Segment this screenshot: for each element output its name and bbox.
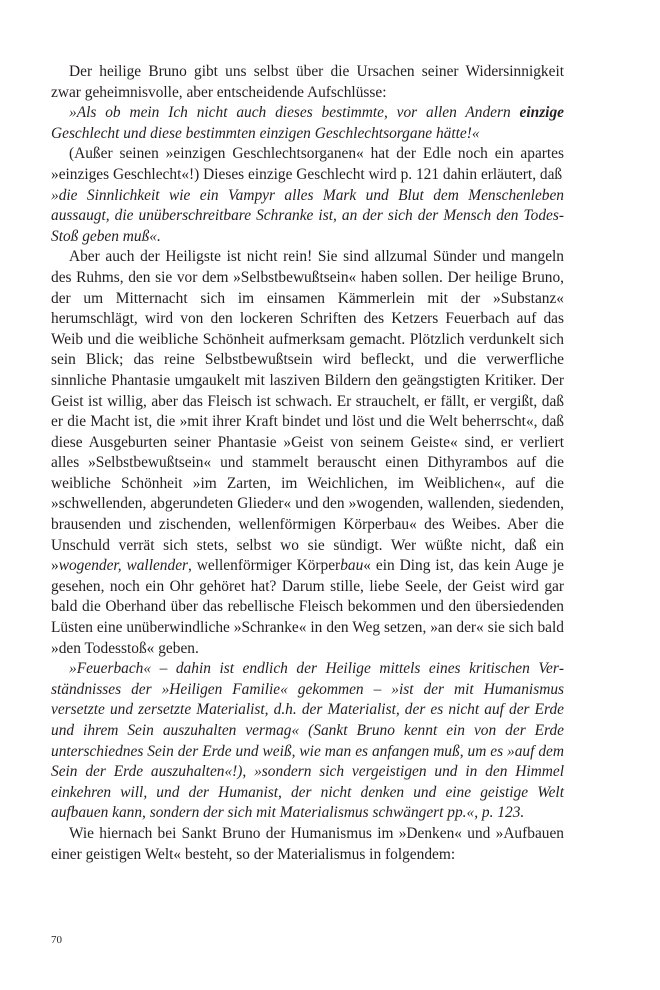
block-quote — [51, 186, 564, 248]
quote-text: Geschlecht und diese bestimmten einzigen Geschlechtsorgane hätte!« — [51, 124, 480, 142]
quote-text: »Als ob mein Ich nicht auch dieses bestimmte, vor allen Andern — [69, 104, 520, 122]
block-quote — [51, 103, 564, 144]
quote-text: »Feuerbach« – dahin ist endlich der Heilige mittels eines kritischen Verständnisses der »Heiligen Familie« gekommen – »ist der mit Humanismus versetzte und zersetzte Materialist, d.h. der Materialist, der es nicht auf der Erde und ihrem Sein auszuhalten vermag« (Sankt Bruno kennt ein von der Erde unterschiednes Sein der Erde und weiß, wie man es anfangen muß, um es »auf dem Sein der Erde auszuhalten«!), »sondern sich vergeistigen und in den Himmel einkehren will, und der Humanist, der nicht denken und eine geistige Welt aufbauen kann, sondern der sich mit Materialismus schwängert pp.«, p. 123. — [51, 660, 564, 822]
paragraph-text: , wellenförmiger Körper — [188, 557, 341, 575]
emphasis-text: einzige — [519, 104, 564, 122]
paragraph-text: Wie hiernach bei Sankt Bruno der Humanismus im »Denken« und »Aufbauen einer geistigen Welt« besteht, so der Materialismus in folgendem: — [51, 824, 564, 863]
paragraph-text: (Außer seinen »einzigen Geschlechtsorganen« hat der Edle noch ein apartes »einziges Geschlecht«!) Dieses einzige Geschlecht wird p. 121 dahin erläutert, daß — [51, 145, 564, 183]
paragraph — [51, 247, 564, 659]
paragraph — [51, 144, 564, 185]
block-quote — [51, 659, 564, 824]
paragraph — [51, 824, 564, 865]
quote-text: »die Sinnlichkeit wie ein Vampyr alles Mark und Blut dem Menschenleben aussaugt, die unüberschreitbare Schranke ist, an der sich der Mensch den Todes-Stoß geben muß«. — [51, 186, 564, 245]
paragraph-text: « ein Ding ist, das kein Auge je gesehen, noch ein Ohr gehöret hat? Darum stille, liebe Seele, der Geist wird gar bald die Oberhand über das rebellische Fleisch bekommen und den übersiedenden Lüsten eine unüberwindliche »Schranke« in den Weg setzen, »an der« sie sich bald »den Todesstoß« geben. — [51, 557, 565, 657]
emphasis-text: wogender, wallender — [58, 557, 189, 575]
page-body — [51, 62, 564, 865]
paragraph-text: Der heilige Bruno gibt uns selbst über die Ursachen seiner Widersinnigkeit zwar geheimnisvolle, aber entscheidende Aufschlüsse: — [51, 63, 564, 101]
paragraph-text: Aber auch der Heiligste ist nicht rein! Sie sind allzumal Sünder und mangeln des Ruhms, den sie vor dem »Selbstbewußtsein« haben sollen. Der heilige Bruno, der um Mitternacht sich im einsamen Kämmerlein mit der »Substanz« herumschlägt, wird von den lockeren Schriften des Ketzers Feuerbach auf das Weib und die weibliche Schönheit aufmerksam gemacht. Plötzlich verdunkelt sich sein Blick; das reine Selbstbewußtsein wird befleckt, und die verwerfliche sinnliche Phantasie umgaukelt mit lasziven Bildern den geängstigten Kritiker. Der Geist ist willig, aber das Fleisch ist schwach. Er strauchelt, er fällt, er vergißt, daß er die Macht ist, die »mit ihrer Kraft bindet und löst und die Welt beherrscht«, daß diese Ausgeburten seiner Phantasie »Geist von seinem Geiste« sind, er verliert alles »Selbstbewußtsein« und stammelt berauscht einen Dithyrambos auf die weibliche Schönheit »im Zarten, im Weichlichen, im Weiblichen«, auf die »schwellenden, abgerundeten Glieder« und den »wogenden, wallenden, siedenden, brausenden und zischenden, wellenförmigen Körperbau« des Weibes. Aber die Unschuld verrät sich stets, selbst wo sie sündigt. Wer wüßte nicht, daß ein » — [51, 248, 564, 575]
emphasis-text: bau — [340, 557, 364, 575]
paragraph — [51, 62, 564, 103]
page-number: 70 — [51, 934, 62, 946]
